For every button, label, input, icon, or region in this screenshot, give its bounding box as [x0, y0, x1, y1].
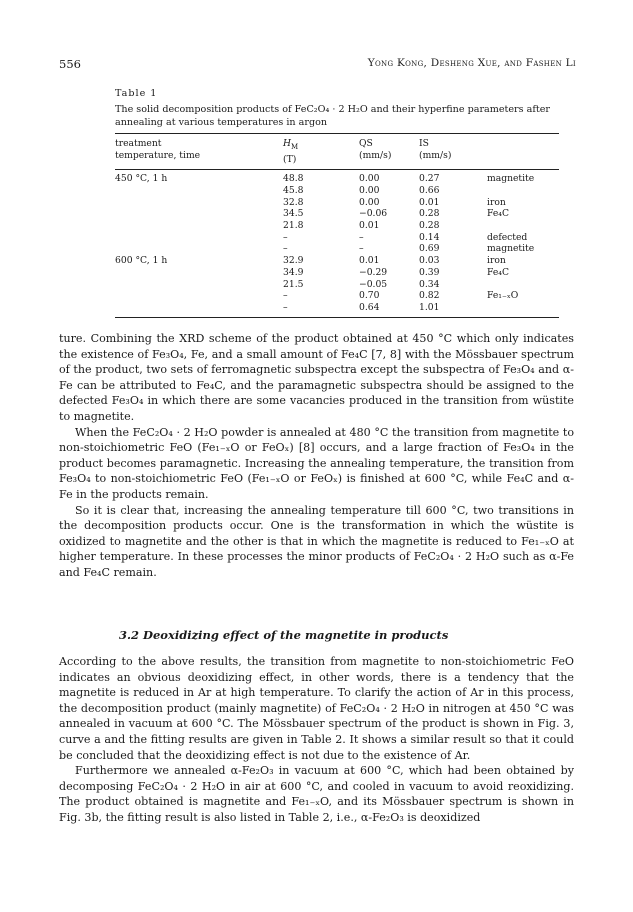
- table-row: [115, 279, 559, 291]
- cell-treatment: [115, 243, 283, 255]
- cell-hm: 34.5: [283, 208, 304, 220]
- cell-treatment: [115, 279, 283, 291]
- cell-phase: Fe₄C: [487, 208, 510, 220]
- table-row: [115, 302, 559, 314]
- cell-is: 0.66: [419, 184, 440, 196]
- table-row: [115, 255, 559, 267]
- cell-phase: Fe₄C: [487, 266, 510, 278]
- cell-is: 0.27: [419, 173, 440, 185]
- cell-qs: −0.29: [359, 266, 388, 278]
- cell-phase: defected: [487, 231, 528, 243]
- cell-qs: 0.00: [359, 196, 380, 208]
- table-caption: The solid decomposition products of FeC₂O₄ · 2 H₂O and their hyperfine parameters after annealing at various temperatures in argon: [115, 104, 551, 128]
- table-top-rule: [115, 133, 559, 134]
- cell-treatment: [115, 232, 283, 244]
- header-treatment-line2: temperature, time: [115, 149, 201, 161]
- cell-hm: 21.5: [283, 278, 304, 290]
- cell-is: 0.39: [419, 266, 440, 278]
- table-row: [115, 173, 559, 185]
- cell-treatment: [115, 220, 283, 232]
- header-phase: [487, 138, 559, 165]
- cell-qs: 0.00: [359, 173, 380, 185]
- cell-is: 1.01: [419, 301, 440, 313]
- table-label: Table 1: [115, 88, 158, 99]
- header-hm-line1: $H_M$: [283, 138, 299, 151]
- cell-treatment: 450 °C, 1 h: [115, 173, 168, 185]
- table-1: [115, 88, 559, 318]
- cell-hm: 32.9: [283, 255, 304, 267]
- cell-hm: 21.8: [283, 220, 304, 232]
- paragraph-4: According to the above results, the transition from magnetite to non-stoichiometric FeO indicates an obvious deoxidizing effect, in other words, there is a tendency that the magnetite is reduced in Ar at high temperature. To clarify the action of Ar in this process, the decomposition product (mainly magnetite) of FeC₂O₄ · 2 H₂O in nitrogen at 450 °C was annealed in vacuum at 600 °C. The Mössbauer spectrum of the product is shown in Fig. 3, curve a and the fitting results are given in Table 2. It shows a similar result so that it could be concluded that the deoxidizing effect is not due to the existence of Ar.: [59, 655, 574, 762]
- cell-hm: 34.9: [283, 266, 304, 278]
- cell-treatment: [115, 302, 283, 314]
- table-row: [115, 197, 559, 209]
- cell-phase: iron: [487, 196, 506, 208]
- table-row: [115, 208, 559, 220]
- cell-hm: –: [283, 231, 288, 243]
- table-row: [115, 243, 559, 255]
- cell-is: 0.34: [419, 278, 440, 290]
- cell-treatment: [115, 267, 283, 279]
- paragraph-1: ture. Combining the XRD scheme of the product obtained at 450 °C which only indicates the existence of Fe₃O₄, Fe, and a small amount of Fe₄C [7, 8] with the Mössbauer spectrum of the product, two sets of ferromagnetic subspectra except the subspectra of Fe₃O₄ and α-Fe can be attributed to Fe₄C, and the paramagnetic subspectra should be assigned to the defected Fe₃O₄ in which there are some vacancies produced in the transition from wüstite to magnetite.: [59, 332, 574, 423]
- header-treatment: [115, 138, 283, 165]
- cell-treatment: [115, 197, 283, 209]
- cell-qs: 0.64: [359, 301, 380, 313]
- table-bottom-rule: [115, 317, 559, 318]
- header-hm-line2: (T): [283, 153, 297, 165]
- cell-phase: Fe₁₋ₓO: [487, 290, 519, 302]
- table-header: [115, 138, 559, 165]
- cell-qs: –: [359, 231, 364, 243]
- cell-hm: 45.8: [283, 184, 304, 196]
- header-is: [419, 138, 487, 165]
- cell-phase: [487, 279, 559, 291]
- cell-phase: [487, 220, 559, 232]
- cell-phase: magnetite: [487, 173, 535, 185]
- header-hm: [283, 138, 359, 165]
- cell-phase: [487, 302, 559, 314]
- header-is-line2: (mm/s): [419, 149, 452, 161]
- cell-qs: −0.06: [359, 208, 388, 220]
- cell-treatment: [115, 185, 283, 197]
- cell-is: 0.28: [419, 208, 440, 220]
- section-heading: 3.2 Deoxidizing effect of the magnetite in products: [119, 628, 449, 642]
- header-is-line1: IS: [419, 138, 429, 149]
- header-qs-line1: QS: [359, 138, 373, 149]
- table-row: [115, 185, 559, 197]
- cell-qs: 0.01: [359, 255, 380, 267]
- cell-hm: –: [283, 301, 288, 313]
- cell-hm: –: [283, 290, 288, 302]
- page-number: 556: [59, 57, 81, 71]
- cell-is: 0.03: [419, 255, 440, 267]
- cell-is: 0.69: [419, 243, 440, 255]
- body-text-upper: [59, 331, 574, 581]
- paragraph-5: Furthermore we annealed α-Fe₂O₃ in vacuum at 600 °C, which had been obtained by decomposing FeC₂O₄ · 2 H₂O in air at 600 °C, and cooled in vacuum to avoid reoxidizing. The product obtained is magnetite and Fe₁₋ₓO, and its Mössbauer spectrum is shown in Fig. 3b, the fitting result is also listed in Table 2, i.e., α-Fe₂O₃ is deoxidized: [59, 764, 574, 824]
- paragraph-3: So it is clear that, increasing the annealing temperature till 600 °C, two transitions in the decomposition products occur. One is the transformation in which the wüstite is oxidized to magnetite and the other is that in which the magnetite is reduced to Fe₁₋ₓO at higher temperature. In these processes the minor products of FeC₂O₄ · 2 H₂O such as α-Fe and Fe₄C remain.: [59, 503, 574, 579]
- cell-treatment: [115, 290, 283, 302]
- header-treatment-line1: treatment: [115, 138, 162, 149]
- table-row: [115, 232, 559, 244]
- body-text-lower: [59, 654, 574, 826]
- running-head: Yong Kong, Desheng Xue, and Fashen Li: [367, 57, 576, 69]
- table-row: [115, 267, 559, 279]
- table-row: [115, 290, 559, 302]
- header-qs-line2: (mm/s): [359, 149, 392, 161]
- cell-is: 0.82: [419, 290, 440, 302]
- cell-treatment: [115, 208, 283, 220]
- table-body: [115, 173, 559, 313]
- cell-qs: −0.05: [359, 278, 388, 290]
- cell-qs: 0.70: [359, 290, 380, 302]
- cell-is: 0.01: [419, 196, 440, 208]
- cell-qs: 0.00: [359, 184, 380, 196]
- cell-is: 0.14: [419, 231, 440, 243]
- cell-hm: 48.8: [283, 173, 304, 185]
- cell-phase: [487, 185, 559, 197]
- table-row: [115, 220, 559, 232]
- cell-treatment: 600 °C, 1 h: [115, 255, 168, 267]
- cell-hm: –: [283, 243, 288, 255]
- table-mid-rule: [115, 169, 559, 170]
- paragraph-2: When the FeC₂O₄ · 2 H₂O powder is annealed at 480 °C the transition from magnetite to non-stoichiometric FeO (Fe₁₋ₓO or FeOₓ) [8] occurs, and a large fraction of Fe₃O₄ in the product becomes paramagnetic. Increasing the annealing temperature, the transition from Fe₃O₄ to non-stoichiometric FeO (Fe₁₋ₓO or FeOₓ) is finished at 600 °C, while Fe₄C and α-Fe in the products remain.: [59, 425, 574, 501]
- header-qs: [359, 138, 419, 165]
- cell-hm: 32.8: [283, 196, 304, 208]
- cell-qs: 0.01: [359, 220, 380, 232]
- cell-qs: –: [359, 243, 364, 255]
- cell-phase: iron: [487, 255, 506, 267]
- cell-is: 0.28: [419, 220, 440, 232]
- cell-phase: magnetite: [487, 243, 535, 255]
